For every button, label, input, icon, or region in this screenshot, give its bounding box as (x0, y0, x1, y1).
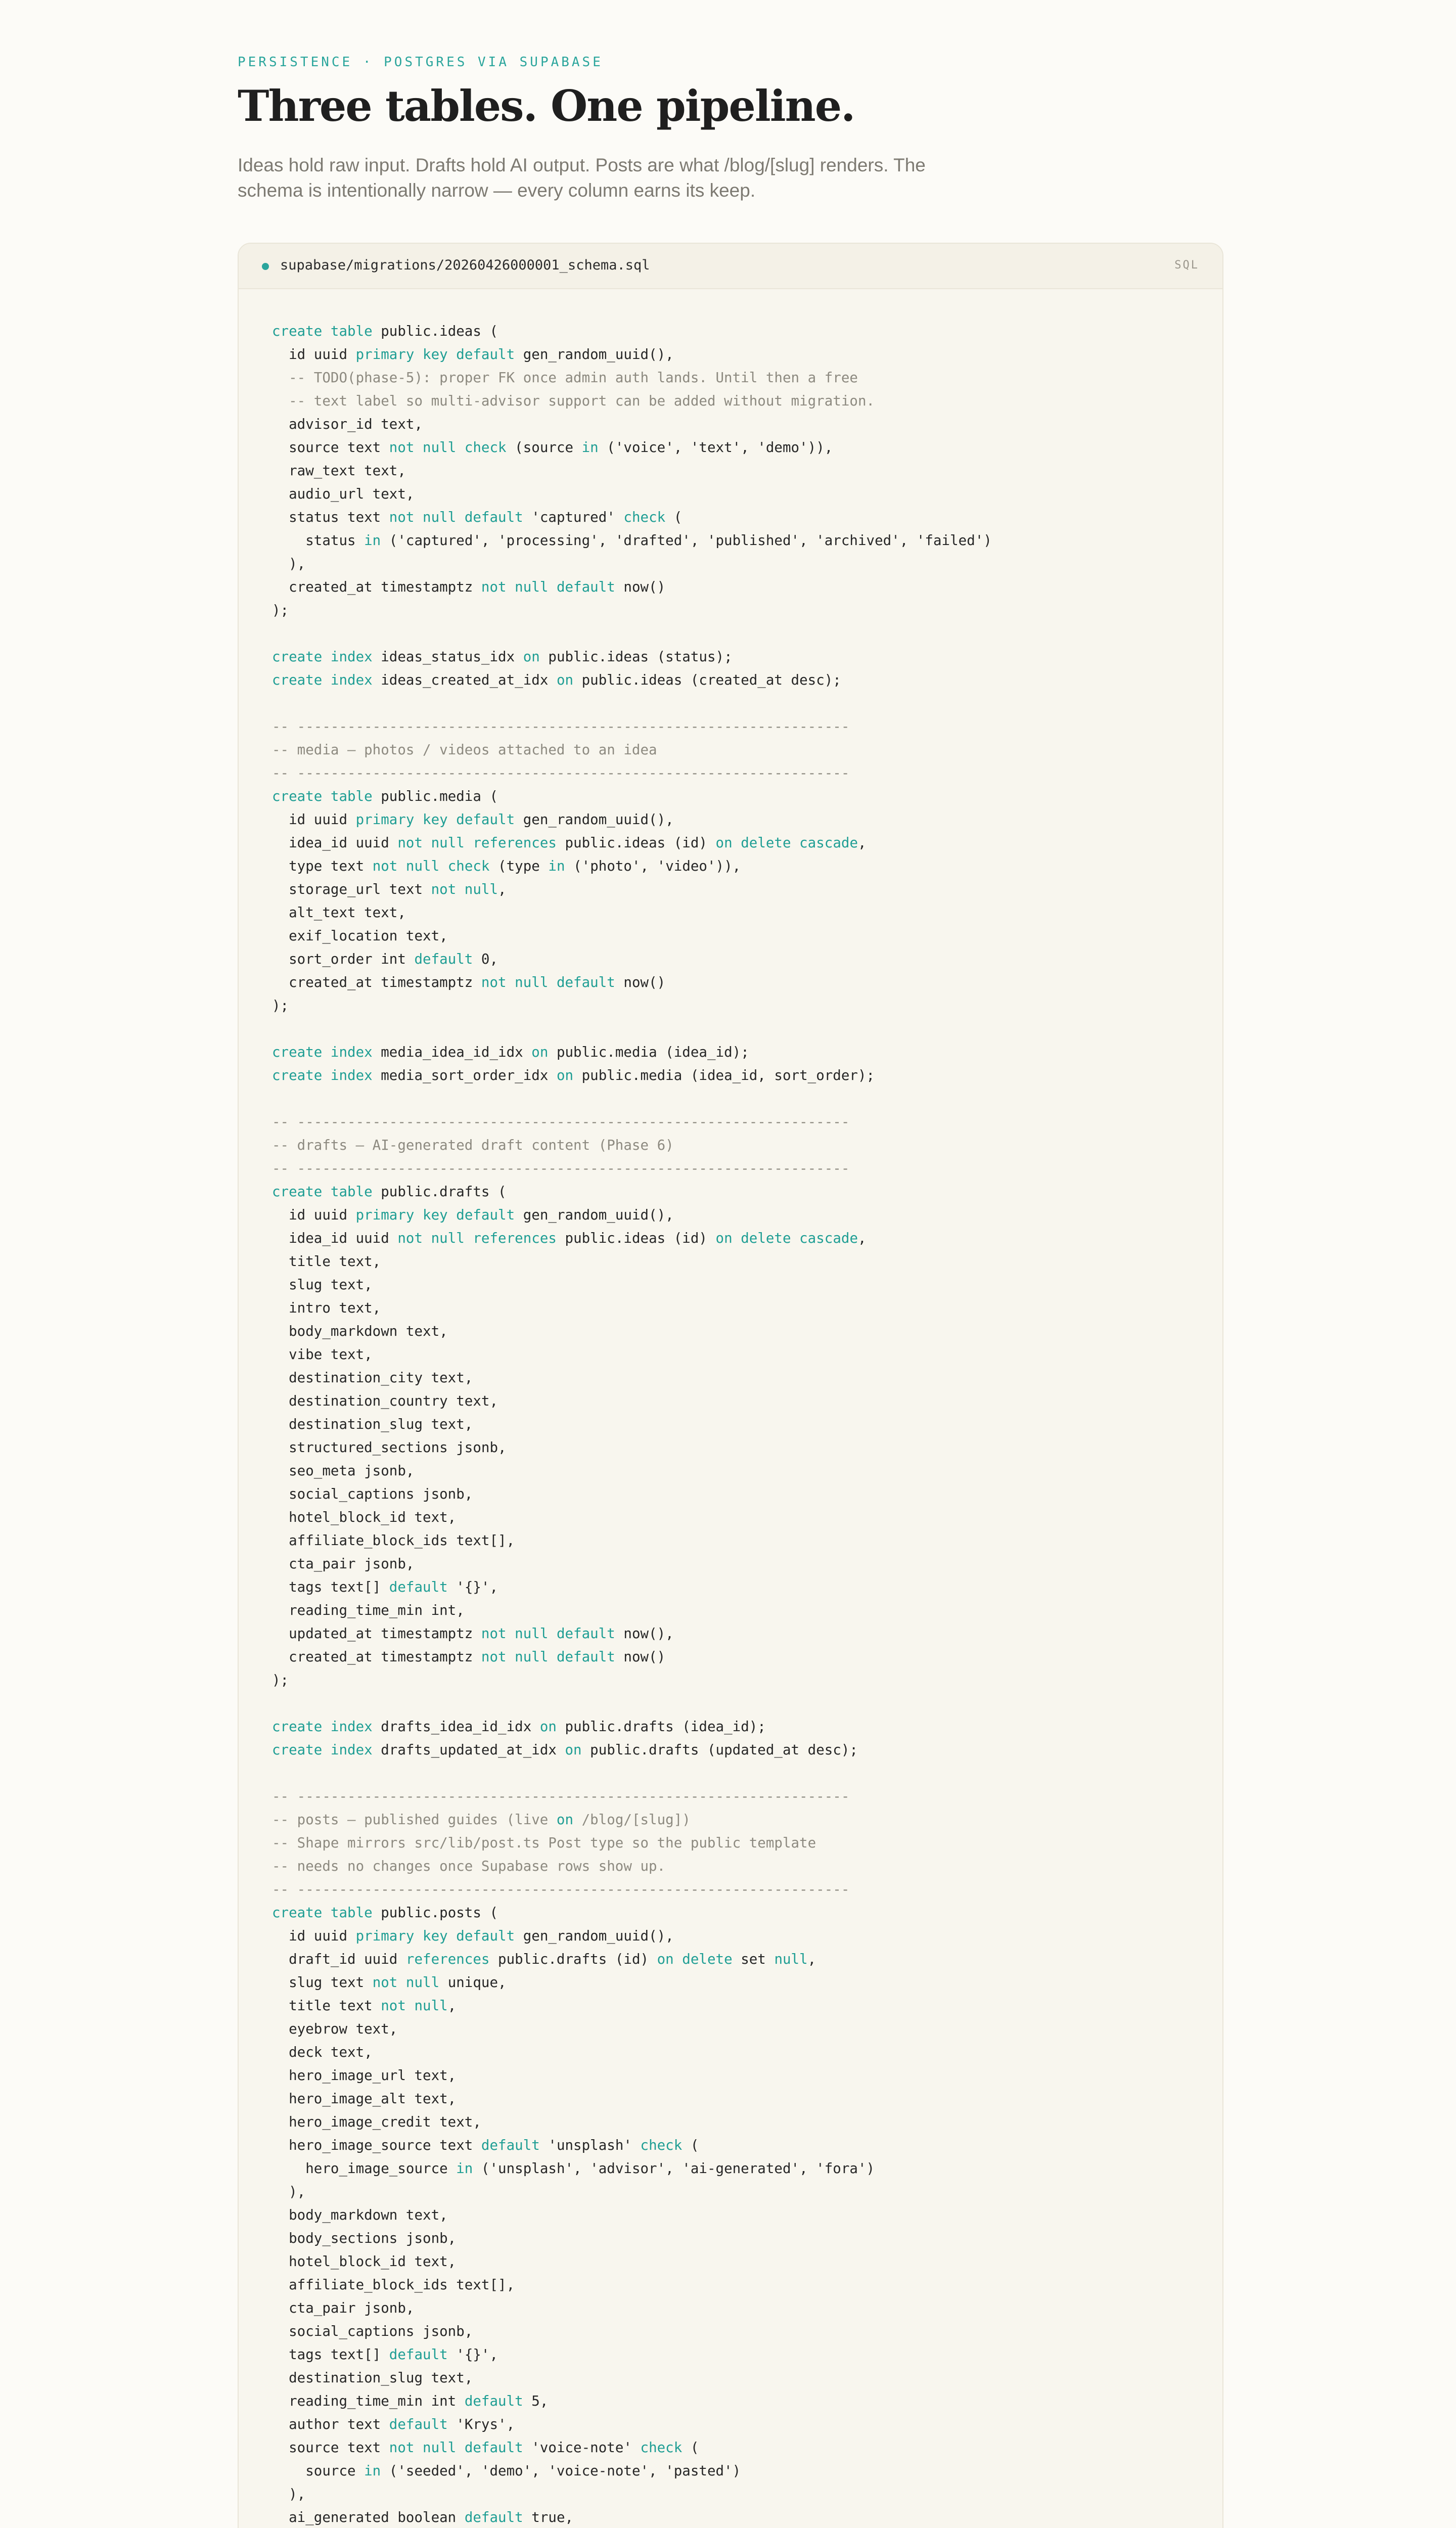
code-line: create table public.drafts ( (272, 1184, 507, 1200)
code-line (272, 1017, 992, 1041)
code-line: create table public.posts ( (272, 1905, 498, 1921)
code-line: affiliate_block_ids text[], (272, 1532, 515, 1549)
code-line: title text not null, (272, 1998, 457, 2014)
code-line: ), (272, 556, 306, 572)
code-line: -- ------------------------------------------------------------------ (272, 765, 850, 781)
code-line: status text not null default 'captured' check ( (272, 509, 682, 525)
code-line: type text not null check (type in ('photo', 'video')), (272, 858, 741, 874)
code-line (272, 692, 992, 715)
code-line: body_sections jsonb, (272, 2230, 457, 2246)
code-line (272, 1087, 992, 1110)
section-eyebrow: PERSISTENCE · POSTGRES VIA SUPABASE (238, 55, 603, 70)
code-line: tags text[] default '{}', (272, 2346, 498, 2363)
code-line: create index drafts_idea_id_idx on public.drafts (idea_id); (272, 1719, 766, 1735)
code-line: hero_image_source in ('unsplash', 'advisor', 'ai-generated', 'fora') (272, 2160, 875, 2177)
code-line: ); (272, 1672, 289, 1688)
code-line: hotel_block_id text, (272, 2253, 457, 2270)
code-line: source in ('seeded', 'demo', 'voice-note', 'pasted') (272, 2463, 741, 2479)
code-line: deck text, (272, 2044, 373, 2060)
code-line: intro text, (272, 1300, 381, 1316)
code-line: -- ------------------------------------------------------------------ (272, 1160, 850, 1177)
code-line: -- Shape mirrors src/lib/post.ts Post type so the public template (272, 1835, 816, 1851)
code-line: create index media_sort_order_idx on public.media (idea_id, sort_order); (272, 1067, 875, 1084)
page-lede: Ideas hold raw input. Drafts hold AI output. Posts are what /blog/[slug] renders. The schema is intentionally narrow — every column earns its keep. (238, 155, 926, 201)
code-card (238, 243, 1223, 2528)
code-line: id uuid primary key default gen_random_uuid(), (272, 1928, 674, 1944)
code-line: created_at timestamptz not null default now() (272, 1649, 666, 1665)
code-line: hero_image_alt text, (272, 2091, 457, 2107)
code-line: hero_image_url text, (272, 2067, 457, 2084)
code-line: idea_id uuid not null references public.ideas (id) on delete cascade, (272, 1230, 867, 1246)
code-line: create index ideas_created_at_idx on public.ideas (created_at desc); (272, 672, 841, 688)
code-line: hero_image_credit text, (272, 2114, 481, 2130)
code-line (272, 1692, 992, 1715)
code-line: reading_time_min int, (272, 1602, 465, 1618)
code-line: tags text[] default '{}', (272, 1579, 498, 1595)
code-line: id uuid primary key default gen_random_uuid(), (272, 811, 674, 828)
code-line: status in ('captured', 'processing', 'drafted', 'published', 'archived', 'failed') (272, 532, 992, 549)
code-line: reading_time_min int default 5, (272, 2393, 549, 2409)
code-line: slug text not null unique, (272, 1974, 507, 1991)
code-line: created_at timestamptz not null default now() (272, 579, 666, 595)
code-card-header (239, 244, 1222, 289)
code-line: seo_meta jsonb, (272, 1463, 415, 1479)
code-line: destination_slug text, (272, 2370, 473, 2386)
code-line: ), (272, 2184, 306, 2200)
code-line: -- ------------------------------------------------------------------ (272, 1881, 850, 1898)
code-line: cta_pair jsonb, (272, 1556, 415, 1572)
code-line: -- posts — published guides (live on /blog/[slug]) (272, 1812, 691, 1828)
code-line: alt_text text, (272, 905, 406, 921)
code-line: raw_text text, (272, 463, 406, 479)
page-title: Three tables. One pipeline. (238, 81, 855, 131)
code-line: source text not null check (source in ('voice', 'text', 'demo')), (272, 439, 833, 456)
code-line: create index media_idea_id_idx on public.media (idea_id); (272, 1044, 749, 1060)
code-line: social_captions jsonb, (272, 2323, 473, 2339)
code-line: ai_generated boolean default true, (272, 2509, 574, 2525)
code-line: affiliate_block_ids text[], (272, 2277, 515, 2293)
code-line: audio_url text, (272, 486, 415, 502)
code-line: destination_city text, (272, 1370, 473, 1386)
code-line: -- TODO(phase-5): proper FK once admin auth lands. Until then a free (289, 370, 858, 386)
code-line: body_markdown text, (272, 2207, 448, 2223)
code-line: author text default 'Krys', (272, 2416, 515, 2432)
code-line: -- drafts — AI-generated draft content (Phase 6) (272, 1137, 674, 1153)
code-line (272, 622, 992, 645)
code-line: hero_image_source text default 'unsplash' check ( (272, 2137, 699, 2153)
code-line: body_markdown text, (272, 1323, 448, 1339)
code-line: -- ------------------------------------------------------------------ (272, 718, 850, 735)
code-line (272, 1762, 992, 1785)
code-line: idea_id uuid not null references public.ideas (id) on delete cascade, (272, 835, 867, 851)
code-line: exif_location text, (272, 928, 448, 944)
code-line: create index ideas_status_idx on public.ideas (status); (272, 649, 733, 665)
code-line: structured_sections jsonb, (272, 1439, 507, 1456)
code-line: social_captions jsonb, (272, 1486, 473, 1502)
code-line: title text, (272, 1253, 381, 1270)
code-line: -- media — photos / videos attached to an idea (272, 742, 657, 758)
status-dot-icon (262, 263, 269, 270)
code-line: slug text, (272, 1277, 373, 1293)
code-line: -- ------------------------------------------------------------------ (272, 1114, 850, 1130)
code-line: ); (272, 602, 289, 618)
code-line: -- ------------------------------------------------------------------ (272, 1788, 850, 1804)
code-line: ), (272, 2486, 306, 2502)
code-line: -- text label so multi-advisor support can be added without migration. (289, 393, 875, 409)
code-line: create table public.media ( (272, 788, 498, 804)
code-line: created_at timestamptz not null default now() (272, 974, 666, 990)
code-line: id uuid primary key default gen_random_uuid(), (272, 346, 674, 363)
code-filename: supabase/migrations/20260426000001_schema.sql (280, 257, 650, 273)
code-body (272, 320, 992, 2528)
code-line: hotel_block_id text, (272, 1509, 457, 1525)
code-line: cta_pair jsonb, (272, 2300, 415, 2316)
code-line: draft_id uuid references public.drafts (id) on delete set null, (272, 1951, 816, 1967)
code-line: updated_at timestamptz not null default now(), (272, 1626, 674, 1642)
code-line: storage_url text not null, (272, 881, 507, 897)
code-line: destination_slug text, (272, 1416, 473, 1432)
code-line: ); (272, 998, 289, 1014)
code-language-badge: SQL (1174, 259, 1199, 272)
code-line: advisor_id text, (272, 416, 423, 432)
code-line: create table public.ideas ( (272, 323, 498, 339)
code-line: vibe text, (272, 1346, 373, 1363)
code-line: source text not null default 'voice-note' check ( (272, 2440, 699, 2456)
code-line: eyebrow text, (272, 2021, 398, 2037)
code-line: -- needs no changes once Supabase rows show up. (272, 1858, 666, 1874)
code-line: create index drafts_updated_at_idx on public.drafts (updated_at desc); (272, 1742, 858, 1758)
code-line: sort_order int default 0, (272, 951, 498, 967)
code-line: destination_country text, (272, 1393, 498, 1409)
code-line: id uuid primary key default gen_random_uuid(), (272, 1207, 674, 1223)
